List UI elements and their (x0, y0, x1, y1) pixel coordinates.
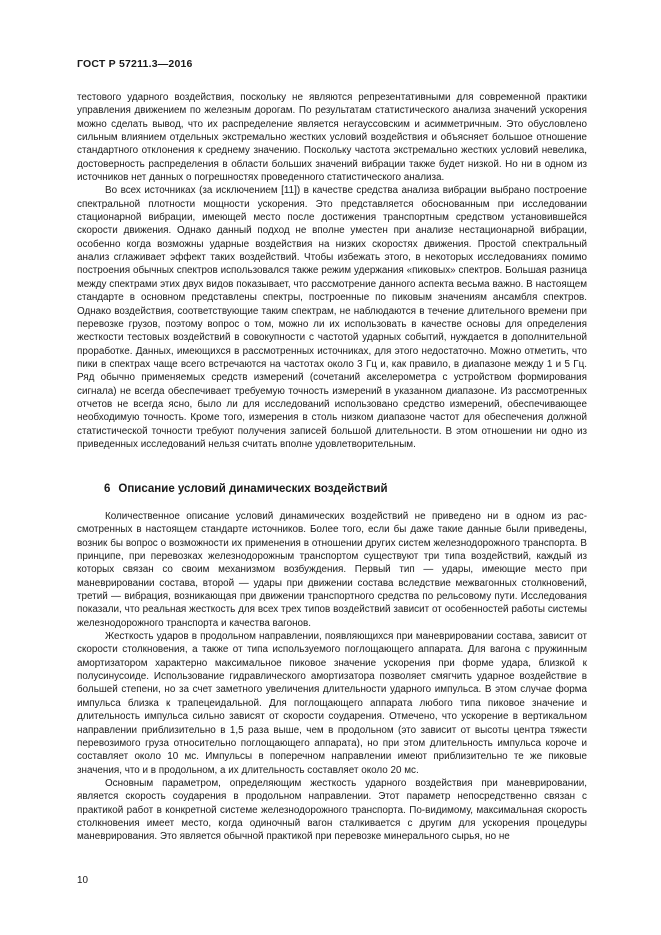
section-text-block (77, 510, 587, 844)
section-title-text: Описание условий динамических воздействий (118, 483, 388, 495)
paragraph-quantitative-description: Количественное описание условий динамических воздействий не приведено ни в одном из рассмотренных в настоящем стандарте источников. Более того, если бы даже такие данные были приведены, возник бы вопрос о возможности их применения в отношении других систем железнодорожного транспорта. В принципе, при перевозках железнодорожным транспортом существуют три типа воздействий, каждый из которых связан со своим механизмом возбуждения. Первый тип — удары, имеющие место при маневрировании состава, второй — удары при движении состава вследствие межвагонных столкновений, третий — вибрация, возникающая при движении транспортного средства по рельсовому пути. Исследования показали, что реальная жесткость для всех трех типов воздействий зависит от особенностей работы системы железнодорожного транспорта и качества вагонов. (77, 511, 587, 629)
section-heading (104, 483, 388, 495)
paragraph-continuation: тестового ударного воздействия, поскольку не являются репрезентативными для современной практики управления движением по железным дорогам. По результатам статистического анализа значений ускорения можно сделать вывод, что их распределение является негауссовским и асимметричным. Это обусловлено сильным влиянием отдельных экстремально жестких условий воздействия и объясняет большое отношение стандартного отклонения к среднему значению. Поскольку частота экстремально жестких условий невелика, достоверность распределения в области больших значений вибрации также будет низкой. Но ни в одном из источников нет данных о погрешностях проведенного статистического анализа. (77, 92, 587, 184)
paragraph-spectral-analysis: Во всех источниках (за исключением [11]) в качестве средства анализа вибрации выбрано построение спектральной плотности мощности ускорения. Это представляется обоснованным при исследовании стационарной вибрации, имеющей место после достижения транспортным средством установившейся скорости движения. Однако данный подход не вполне уместен при анализе нестационарной вибрации, особенно когда возможны ударные воздействия на низких скоростях движения. Простой спектральный анализ сглаживает эффект таких воздействий. Чтобы избежать этого, в некоторых исследованиях помимо построения обычных спектров использовался также режим удержания «пиковых» спектров. Большая разница между спектрами этих двух видов показывает, что рассмотрение данного аспекта весьма важно. В настоящем стандарте в основном представлены спектры, построенные по пиковым значениям ансамбля спектров. Однако воздействия, соответствующие таким спектрам, не наблюдаются в течение длительного времени при перевозке грузов, поэтому вопрос о том, можно ли их использовать в качестве основы для определения жесткости тестовых воздействий в совокупности с частотой ударных событий, нуждается в дополнительной проработке. Данных, имеющихся в рассмотренных источниках, для этого недостаточно. Можно отметить, что пики в спектрах чаще всего встречаются на частотах около 3 Гц и, как правило, в диапазоне между 1 и 5 Гц. Ряд обычно применяемых средств измерений (сочетаний акселерометра с устройством формирования сигнала) не всегда обеспечивает требуемую точность измерений в указанном диапазоне. Из рассмотренных отчетов не всегда ясно, было ли для исследований использовано средство измерений, обеспечивающее необходимую точность. Кроме того, измерения в столь низком диапазоне частот для обеспечения должной статистической точности требуют получения записей большой длительности. В этом отношении ни одно из приведенных исследований нельзя считать вполне удовлетворительным. (77, 185, 587, 450)
paragraph-impact-severity: Жесткость ударов в продольном направлении, появляющихся при маневрировании состава, зависит от скорости столкновения, а также от типа используемого поглощающего аппарата. Для вагона с пружинным амортизатором характерно максимальное пиковое значение ускорения при форме удара, близкой к полусинусоиде. Использование гидравлического амортизатора позволяет смягчить ударное воздействие в большей степени, но за счет заметного увеличения длительности ударного импульса. В этом случае форма импульса близка к трапецеидальной. Для поглощающего аппарата любого типа пиковое значение и длительность импульса сильно зависят от скорости соударения. Отмечено, что ускорение в вертикальном направлении приблизительно в 1,5 раза выше, чем в продольном (это зависит от высоты центра тяжести перевозимого груза относительно поглощающего аппарата), но при этом длительность импульса короче и составляет около 10 мс. Импульсы в поперечном направлении имеют приблизительно те же пиковые значения, что и в продольном, а их длительность составляет около 20 мс. (77, 631, 587, 776)
section-number: 6 (104, 483, 111, 495)
intro-text-block (77, 91, 587, 451)
page-number: 10 (77, 875, 88, 886)
document-header: ГОСТ Р 57211.3—2016 (77, 58, 193, 70)
paragraph-main-parameter: Основным параметром, определяющим жесткость ударного воздействия при маневрировании, является скорость соударения в продольном направлении. Этот параметр непосредственно связан с практикой работ в конкретной системе железнодорожного транспорта. По-видимому, максимальная скорость столкновения имеет место, когда одиночный вагон сталкивается с другим для ускорения процедуры маневрирования. Это является обычной практикой при перевозке минерального сырья, но не (77, 777, 587, 843)
